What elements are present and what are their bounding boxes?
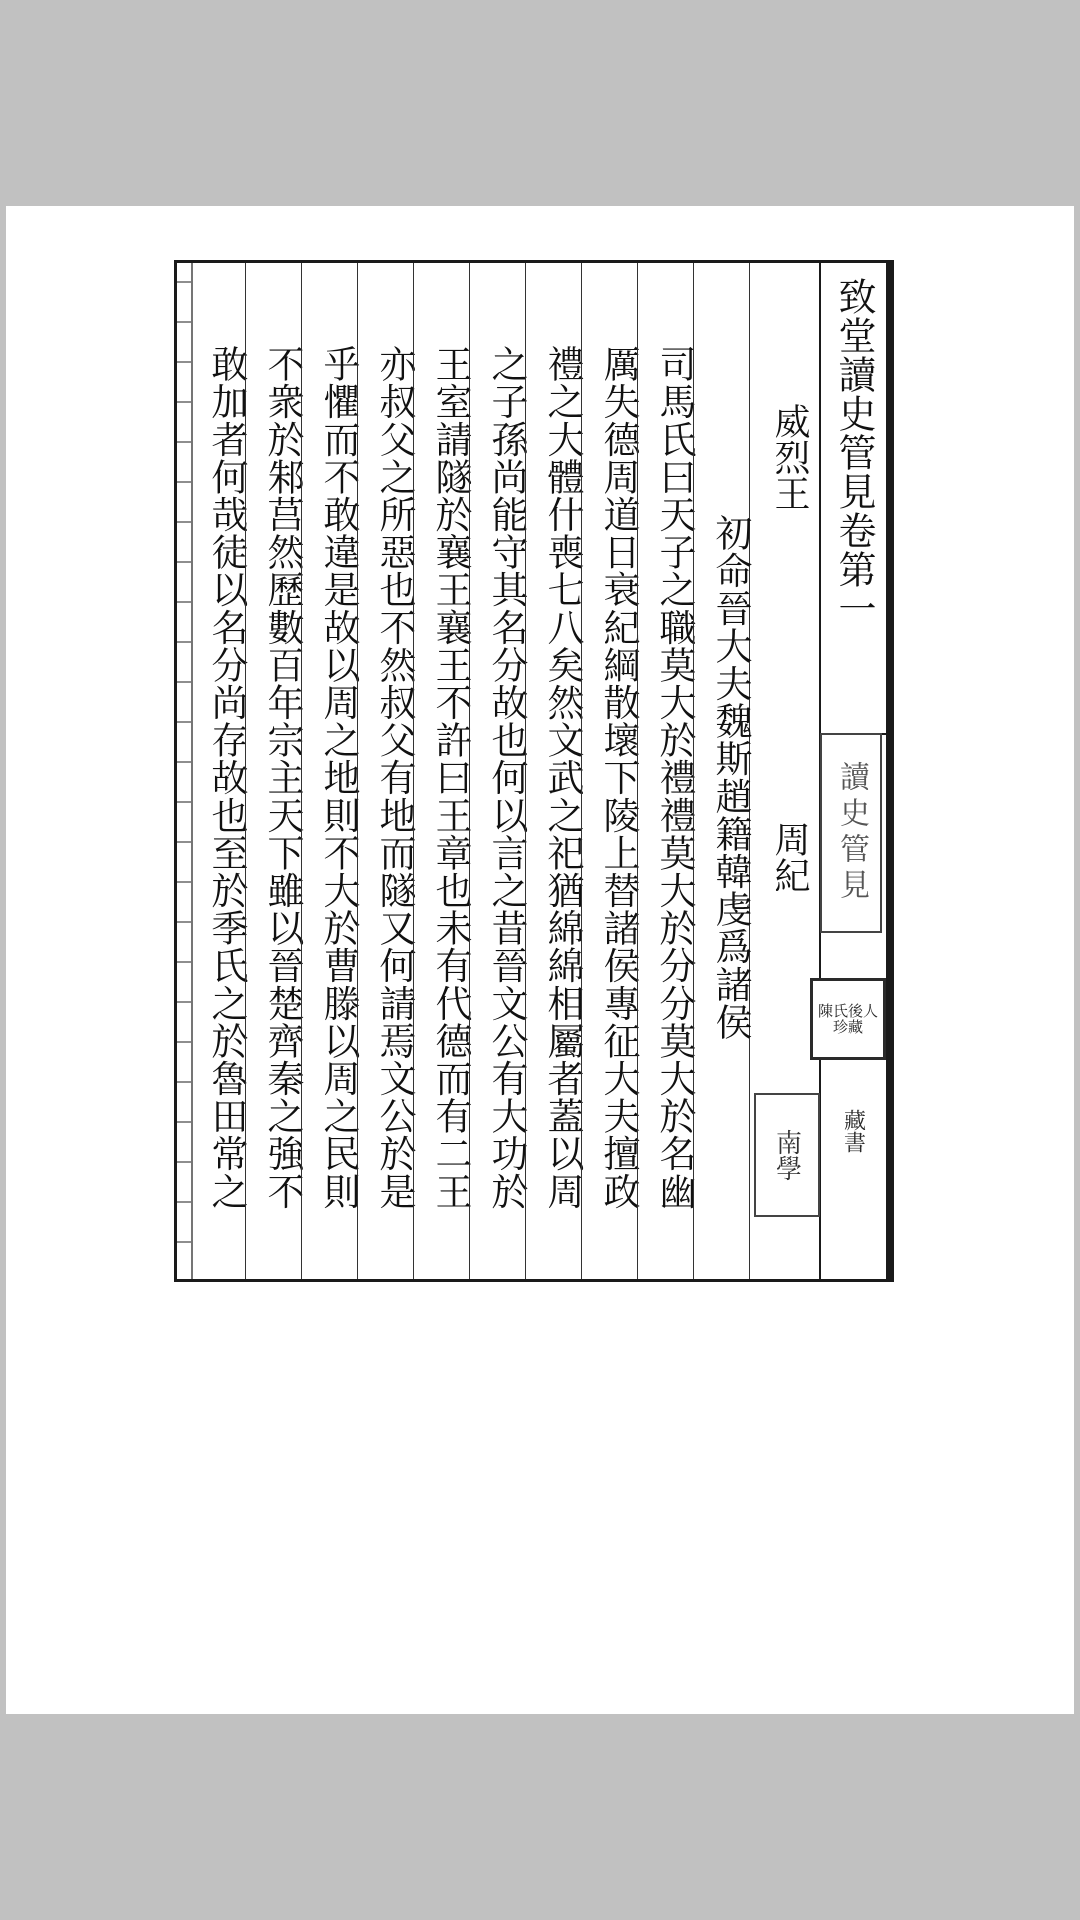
text-column: 不衆於邾莒然歷數百年宗主天下雖以晉楚齊秦之強不	[245, 263, 301, 1279]
text-column: 初命晉大夫魏斯趙籍韓虔爲諸侯	[693, 263, 749, 1279]
reign-heading: 威烈王	[769, 403, 810, 511]
library-seal-icon: 藏書	[840, 1109, 866, 1153]
text-column: 厲失德周道日衰紀綱散壞下陵上替諸侯專征大夫擅政	[581, 263, 637, 1279]
text-column: 之子孫尚能守其名分故也何以言之昔晉文公有大功於	[469, 263, 525, 1279]
title-column	[819, 263, 891, 1279]
book-title: 致堂讀史管見卷第一	[832, 277, 876, 628]
text-column: 乎懼而不敢違是故以周之地則不大於曹滕以周之民則	[301, 263, 357, 1279]
reign-column	[749, 263, 819, 1279]
large-seal-icon: 讀史管見	[820, 733, 882, 933]
scanned-page	[174, 260, 894, 1282]
text-column: 敢加者何哉徒以名分尚存故也至於季氏之於魯田常之	[205, 344, 248, 1210]
text-column: 亦叔父之所惡也不然叔父有地而隧又何請焉文公於是	[357, 263, 413, 1279]
text-column: 禮之大體什喪七八矣然文武之祀猶綿綿相屬者蓋以周	[525, 263, 581, 1279]
square-seal-icon: 南學	[754, 1093, 820, 1217]
collector-seal-icon: 陳氏後人珍藏	[810, 978, 886, 1060]
text-column: 司馬氏曰天子之職莫大於禮禮莫大於分分莫大於名幽	[637, 263, 693, 1279]
chapter-heading: 周紀	[769, 821, 810, 893]
text-column: 王室請隧於襄王襄王不許曰王章也未有代德而有二王	[413, 263, 469, 1279]
body-text	[189, 263, 752, 1279]
